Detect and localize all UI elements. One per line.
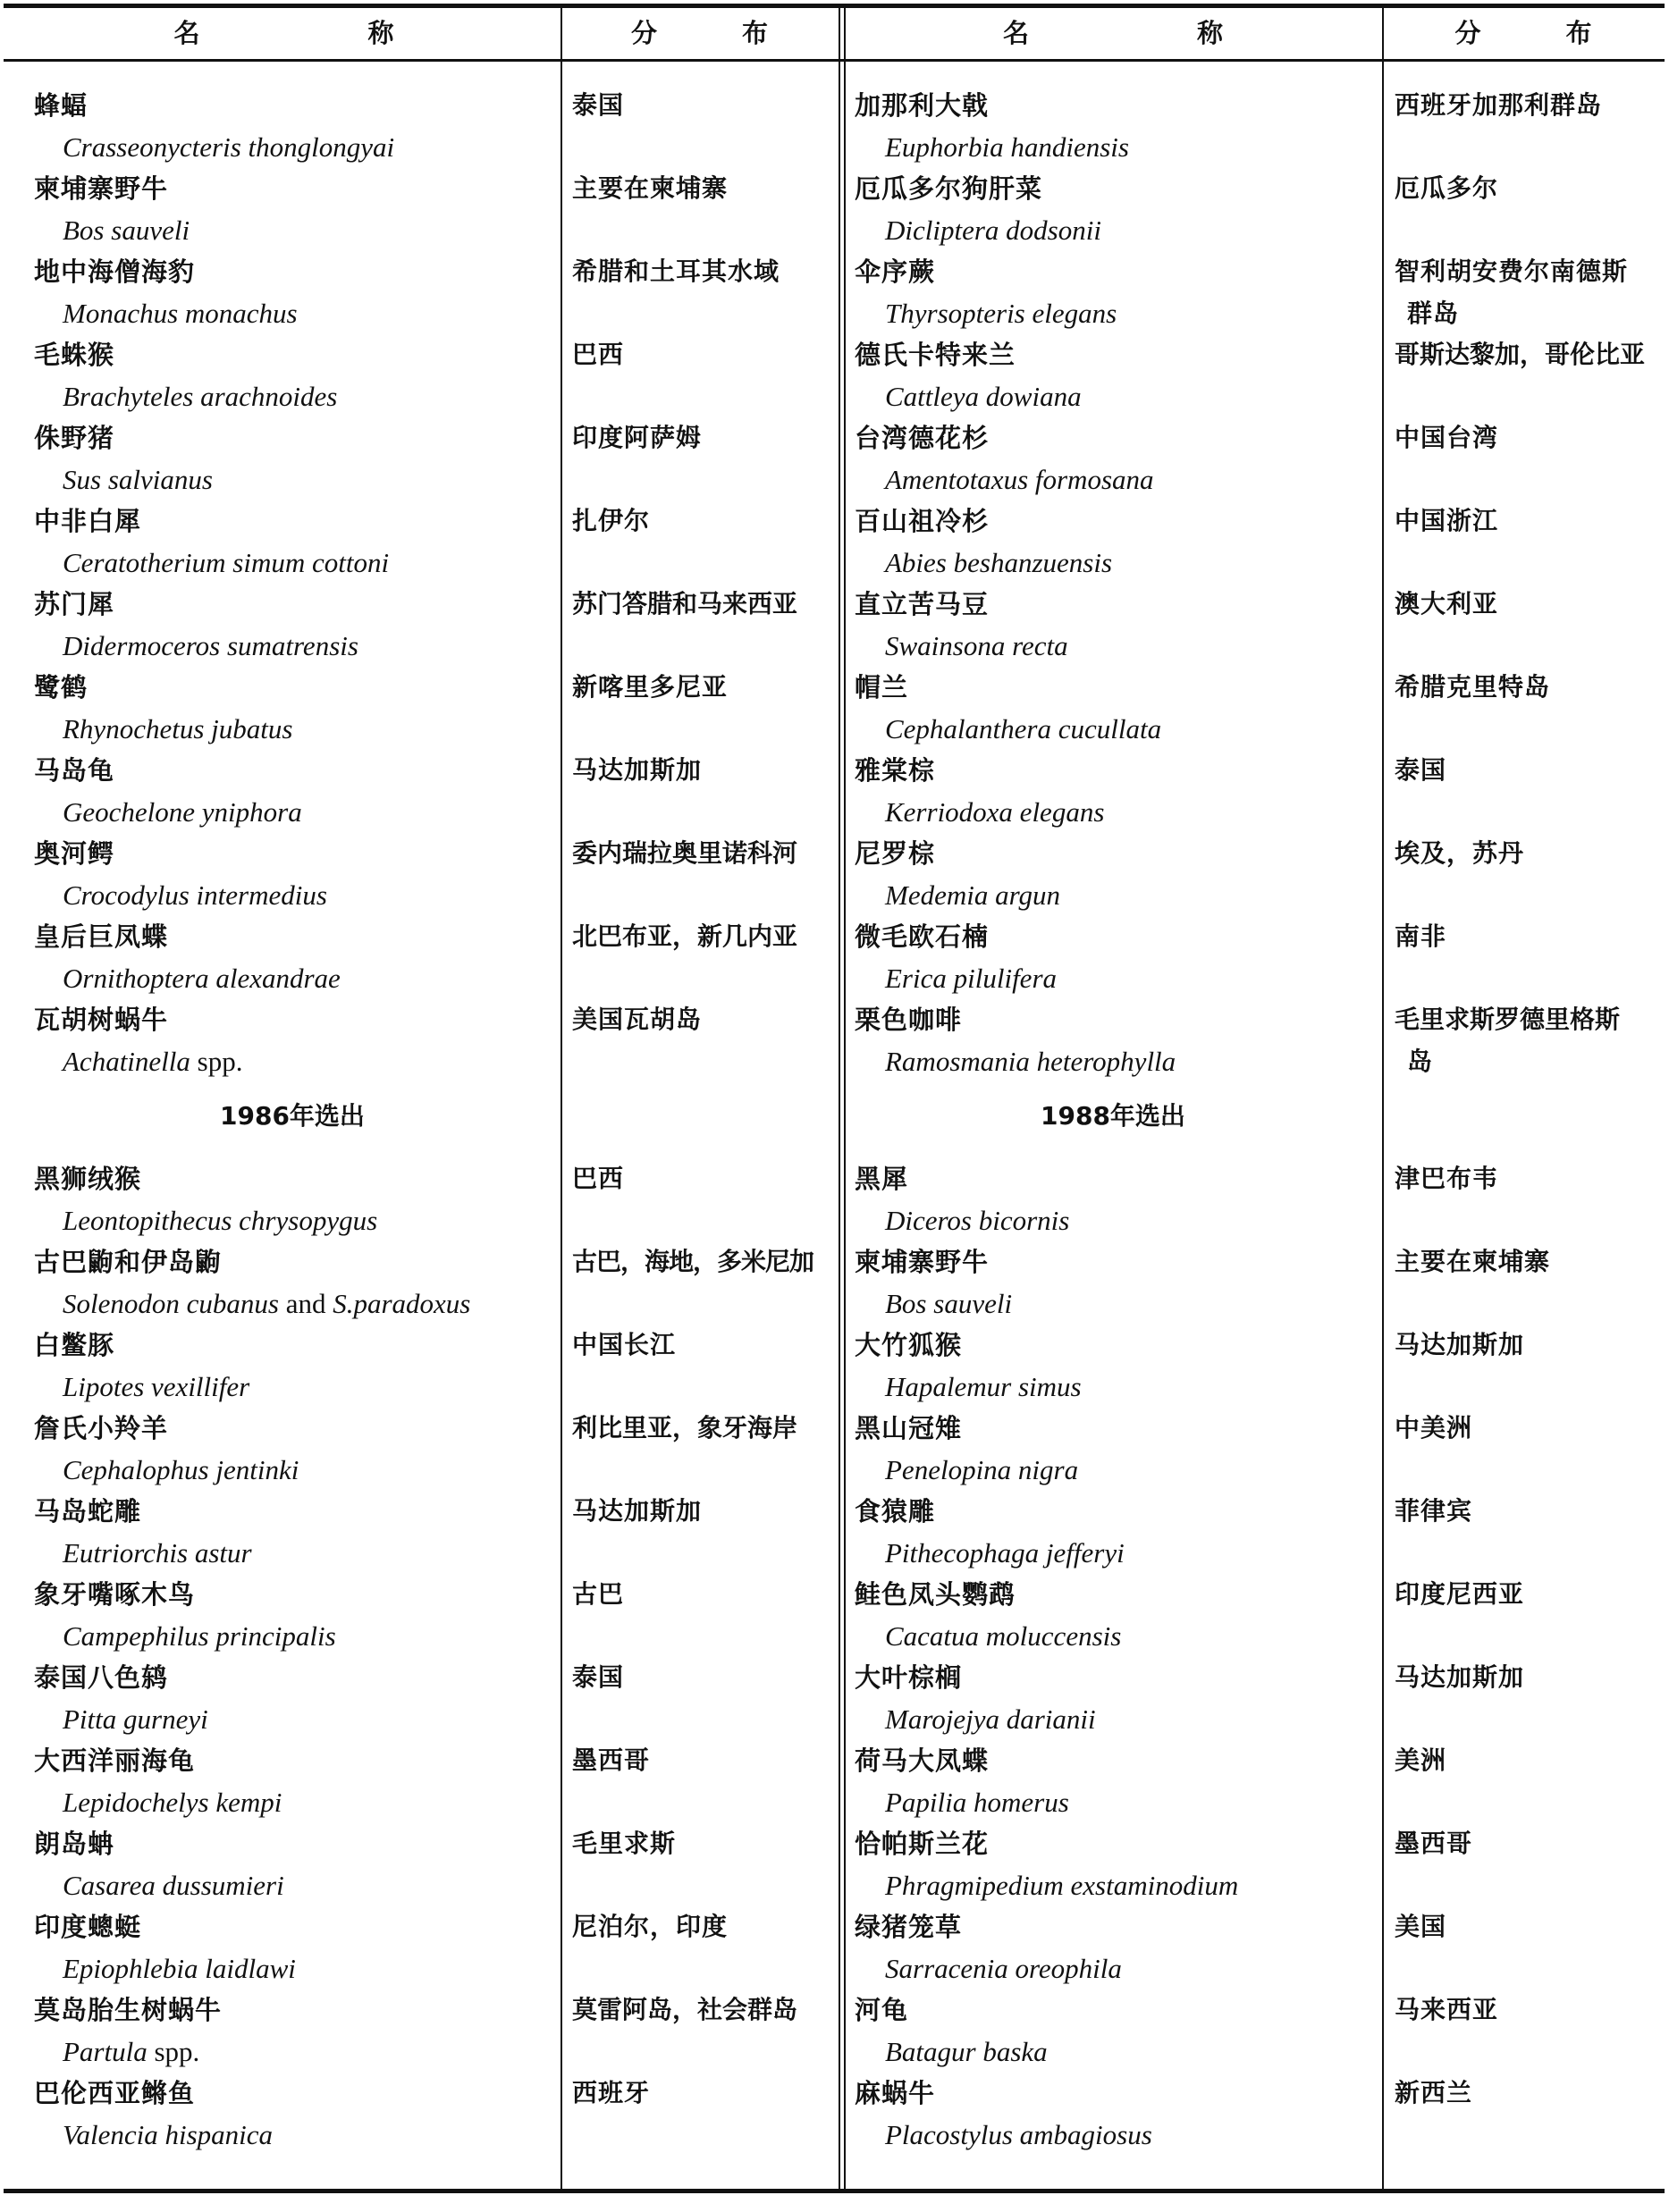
left-distribution: 印度阿萨姆 (572, 423, 703, 452)
right-distribution: 中美洲 (1395, 1413, 1473, 1442)
left-common-name: 瓦胡树蜗牛 (34, 1005, 169, 1035)
table-row (0, 1574, 1669, 1657)
right-scientific-name: Pithecophaga jefferyi (885, 1537, 1125, 1569)
left-common-name: 詹氏小羚羊 (34, 1413, 169, 1443)
right-distribution: 希腊克里特岛 (1395, 672, 1551, 702)
right-scientific-name: Cephalanthera cucullata (885, 713, 1162, 744)
left-scientific-name: Partula spp. (63, 2036, 200, 2067)
right-scientific-name: Sarracenia oreophila (885, 1953, 1122, 1984)
left-distribution: 新喀里多尼亚 (572, 672, 729, 702)
right-common-name: 河龟 (855, 1995, 909, 2025)
right-distribution: 主要在柬埔寨 (1395, 1247, 1551, 1276)
left-common-name: 柬埔寨野牛 (34, 173, 169, 204)
left-scientific-name: Solenodon cubanus and S.paradoxus (63, 1288, 471, 1319)
right-distribution: 津巴布韦 (1395, 1164, 1499, 1193)
table-row (0, 500, 1669, 584)
right-common-name: 厄瓜多尔狗肝菜 (855, 173, 1043, 204)
left-distribution: 巴西 (572, 340, 625, 369)
right-scientific-name: Erica pilulifera (885, 963, 1058, 994)
right-common-name: 百山祖冷杉 (855, 506, 990, 536)
table-row (0, 1408, 1669, 1491)
left-distribution: 莫雷阿岛，社会群岛 (572, 1995, 798, 2024)
table-row (0, 334, 1669, 417)
right-scientific-name: Medemia argun (885, 879, 1061, 911)
right-common-name: 柬埔寨野牛 (855, 1247, 990, 1277)
left-common-name: 莫岛胎生树蜗牛 (34, 1995, 223, 2025)
left-common-name: 古巴鼩和伊岛鼩 (34, 1247, 223, 1277)
header-name-2: 名 称 (1002, 18, 1225, 48)
table-row (0, 584, 1669, 667)
table-row (0, 1740, 1669, 1823)
table-row (0, 1906, 1669, 1989)
section-title-1986: 1986年选出 (220, 1101, 365, 1131)
right-scientific-name: Phragmipedium exstaminodium (885, 1870, 1239, 1901)
right-common-name: 食猿雕 (855, 1496, 936, 1527)
right-scientific-name: Bos sauveli (885, 1288, 1013, 1319)
right-common-name: 加那利大戟 (855, 90, 990, 121)
left-distribution: 北巴布亚，新几内亚 (572, 921, 798, 951)
right-scientific-name: Thyrsopteris elegans (885, 298, 1117, 329)
right-common-name: 大叶棕榈 (855, 1662, 963, 1693)
header-rule (4, 59, 1665, 62)
left-scientific-name: Epiophlebia laidlawi (63, 1953, 296, 1984)
left-common-name: 苏门犀 (34, 589, 115, 619)
right-scientific-name: Kerriodoxa elegans (885, 796, 1105, 828)
right-common-name: 荷马大凤蝶 (855, 1745, 990, 1776)
left-distribution: 利比里亚，象牙海岸 (572, 1413, 798, 1442)
table-row (0, 1989, 1669, 2073)
right-distribution: 哥斯达黎加，哥伦比亚 (1395, 340, 1646, 369)
right-common-name: 恰帕斯兰花 (855, 1829, 990, 1859)
left-distribution: 西班牙 (572, 2078, 651, 2107)
left-common-name: 毛蛛猴 (34, 340, 115, 370)
table-row (0, 417, 1669, 500)
left-scientific-name: Geochelone yniphora (63, 796, 302, 828)
left-common-name: 巴伦西亚鳉鱼 (34, 2078, 196, 2108)
right-distribution: 澳大利亚 (1395, 589, 1499, 618)
right-scientific-name: Swainsona recta (885, 630, 1068, 661)
left-scientific-name: Campephilus principalis (63, 1620, 336, 1652)
right-common-name: 台湾德花杉 (855, 423, 990, 453)
right-common-name: 栗色咖啡 (855, 1005, 963, 1035)
right-distribution: 美洲 (1395, 1745, 1447, 1775)
left-distribution: 古巴，海地，多米尼加 (572, 1247, 814, 1276)
right-common-name: 大竹狐猴 (855, 1330, 963, 1360)
right-distribution: 西班牙加那利群岛 (1395, 90, 1603, 120)
left-distribution: 主要在柬埔寨 (572, 173, 729, 203)
left-scientific-name: Monachus monachus (63, 298, 298, 329)
right-distribution-line2: 岛 (1407, 1047, 1433, 1076)
table-row (0, 833, 1669, 916)
left-distribution: 苏门答腊和马来西亚 (572, 589, 798, 618)
right-common-name: 绿猪笼草 (855, 1912, 963, 1942)
left-scientific-name: Ornithoptera alexandrae (63, 963, 341, 994)
header-distribution-1: 分 布 (630, 18, 770, 48)
left-common-name: 地中海僧海豹 (34, 257, 196, 287)
table-row (0, 1325, 1669, 1408)
right-scientific-name: Penelopina nigra (885, 1454, 1079, 1485)
left-scientific-name: Crocodylus intermedius (63, 879, 327, 911)
left-distribution: 扎伊尔 (572, 506, 651, 535)
right-common-name: 德氏卡特来兰 (855, 340, 1016, 370)
left-scientific-name: Pitta gurneyi (63, 1703, 208, 1735)
right-distribution: 马来西亚 (1395, 1995, 1499, 2024)
table-row (0, 916, 1669, 999)
bottom-rule (4, 2189, 1665, 2193)
left-common-name: 侏野猪 (34, 423, 115, 453)
left-distribution: 巴西 (572, 1164, 625, 1193)
right-distribution: 毛里求斯罗德里格斯 岛 (1395, 999, 1620, 1040)
left-distribution: 希腊和土耳其水域 (572, 257, 780, 286)
left-distribution: 马达加斯加 (572, 1496, 703, 1526)
table-row (0, 1657, 1669, 1740)
left-scientific-name: Lipotes vexillifer (63, 1371, 250, 1402)
left-distribution: 古巴 (572, 1579, 625, 1609)
right-distribution: 墨西哥 (1395, 1829, 1473, 1858)
right-distribution: 厄瓜多尔 (1395, 173, 1499, 203)
right-scientific-name: Cacatua moluccensis (885, 1620, 1122, 1652)
section-title-1988: 1988年选出 (1041, 1101, 1185, 1131)
left-distribution: 委内瑞拉奥里诺科河 (572, 838, 798, 868)
right-scientific-name: Cattleya dowiana (885, 381, 1082, 412)
left-common-name: 蜂蝠 (34, 90, 89, 121)
right-distribution-line2: 群岛 (1407, 299, 1460, 328)
left-scientific-name: Achatinella spp. (63, 1046, 243, 1077)
header-distribution-2: 分 布 (1454, 18, 1594, 48)
left-common-name: 泰国八色鸫 (34, 1662, 169, 1693)
left-common-name: 皇后巨凤蝶 (34, 921, 169, 952)
left-distribution: 中国长江 (572, 1330, 677, 1359)
left-distribution: 泰国 (572, 90, 625, 120)
right-scientific-name: Marojejya darianii (885, 1703, 1096, 1735)
left-distribution: 墨西哥 (572, 1745, 651, 1775)
table-row (0, 251, 1669, 334)
right-common-name: 帽兰 (855, 672, 909, 702)
right-distribution: 中国浙江 (1395, 506, 1499, 535)
right-scientific-name: Ramosmania heterophylla (885, 1046, 1176, 1077)
right-common-name: 黑犀 (855, 1164, 909, 1194)
right-distribution: 马达加斯加 (1395, 1662, 1525, 1692)
right-distribution: 中国台湾 (1395, 423, 1499, 452)
left-common-name: 马岛蛇雕 (34, 1496, 142, 1527)
left-common-name: 奥河鳄 (34, 838, 115, 869)
right-scientific-name: Placostylus ambagiosus (885, 2119, 1152, 2150)
right-scientific-name: Papilia homerus (885, 1787, 1069, 1818)
right-common-name: 直立苦马豆 (855, 589, 990, 619)
right-scientific-name: Dicliptera dodsonii (885, 214, 1101, 246)
right-scientific-name: Abies beshanzuensis (885, 547, 1113, 578)
left-scientific-name: Ceratotherium simum cottoni (63, 547, 390, 578)
right-common-name: 麻蜗牛 (855, 2078, 936, 2108)
table-row (0, 1241, 1669, 1325)
left-scientific-name: Valencia hispanica (63, 2119, 274, 2150)
right-scientific-name: Amentotaxus formosana (885, 464, 1154, 495)
left-distribution: 毛里求斯 (572, 1829, 677, 1858)
right-distribution: 马达加斯加 (1395, 1330, 1525, 1359)
left-distribution: 马达加斯加 (572, 755, 703, 785)
right-scientific-name: Diceros bicornis (885, 1205, 1070, 1236)
table-row (0, 750, 1669, 833)
right-distribution: 智利胡安费尔南德斯 群岛 (1395, 251, 1628, 292)
left-common-name: 黑狮绒猴 (34, 1164, 142, 1194)
right-distribution: 埃及，苏丹 (1395, 838, 1525, 868)
left-scientific-name: Brachyteles arachnoides (63, 381, 338, 412)
left-distribution: 泰国 (572, 1662, 625, 1692)
right-common-name: 微毛欧石楠 (855, 921, 990, 952)
left-scientific-name: Sus salvianus (63, 464, 213, 495)
section-heading-row (0, 1087, 1669, 1158)
right-distribution: 印度尼西亚 (1395, 1579, 1525, 1609)
table-row (0, 667, 1669, 750)
left-scientific-name: Cephalophus jentinki (63, 1454, 299, 1485)
right-common-name: 雅棠棕 (855, 755, 936, 786)
left-common-name: 大西洋丽海龟 (34, 1745, 196, 1776)
left-distribution: 美国瓦胡岛 (572, 1005, 703, 1034)
right-scientific-name: Hapalemur simus (885, 1371, 1082, 1402)
table-row (0, 1491, 1669, 1574)
left-scientific-name: Rhynochetus jubatus (63, 713, 293, 744)
table-row (0, 1158, 1669, 1241)
right-common-name: 黑山冠雉 (855, 1413, 963, 1443)
right-distribution: 泰国 (1395, 755, 1447, 785)
right-distribution: 美国 (1395, 1912, 1447, 1941)
table-row (0, 2073, 1669, 2156)
left-common-name: 象牙嘴啄木鸟 (34, 1579, 196, 1610)
right-distribution: 菲律宾 (1395, 1496, 1473, 1526)
left-common-name: 中非白犀 (34, 506, 142, 536)
right-scientific-name: Euphorbia handiensis (885, 131, 1129, 163)
right-distribution: 新西兰 (1395, 2078, 1473, 2107)
left-common-name: 印度蟌蜓 (34, 1912, 142, 1942)
right-distribution: 南非 (1395, 921, 1447, 951)
right-scientific-name: Batagur baska (885, 2036, 1048, 2067)
left-distribution: 尼泊尔，印度 (572, 1912, 729, 1941)
right-common-name: 伞序蕨 (855, 257, 936, 287)
table-row (0, 1823, 1669, 1906)
left-scientific-name: Lepidochelys kempi (63, 1787, 282, 1818)
table-row (0, 85, 1669, 168)
left-scientific-name: Casarea dussumieri (63, 1870, 284, 1901)
left-common-name: 朗岛蚺 (34, 1829, 115, 1859)
left-common-name: 白鳖豚 (34, 1330, 115, 1360)
left-scientific-name: Eutriorchis astur (63, 1537, 252, 1569)
left-common-name: 马岛龟 (34, 755, 115, 786)
right-common-name: 尼罗棕 (855, 838, 936, 869)
left-scientific-name: Didermoceros sumatrensis (63, 630, 358, 661)
left-common-name: 鹭鹤 (34, 672, 89, 702)
header-name-1: 名 称 (173, 18, 396, 48)
left-scientific-name: Leontopithecus chrysopygus (63, 1205, 378, 1236)
left-scientific-name: Bos sauveli (63, 214, 190, 246)
table-row (0, 999, 1669, 1082)
table-row (0, 168, 1669, 251)
left-scientific-name: Crasseonycteris thonglongyai (63, 131, 395, 163)
right-common-name: 鲑色凤头鹦鹉 (855, 1579, 1016, 1610)
